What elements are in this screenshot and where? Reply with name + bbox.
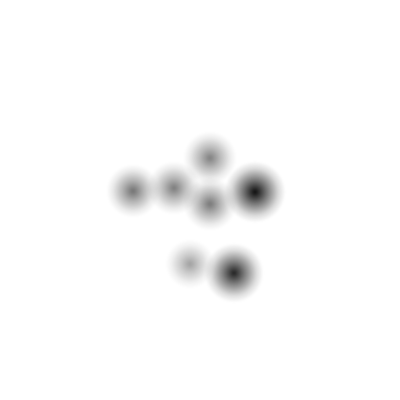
blurred-dot: [148, 162, 200, 214]
blurred-dot: [184, 178, 236, 230]
blurred-dot: [205, 244, 263, 302]
blurred-dot: [225, 162, 285, 222]
blurred-dot: [166, 240, 214, 288]
blurred-dot: [184, 132, 236, 184]
blurred-dot: [107, 165, 159, 217]
